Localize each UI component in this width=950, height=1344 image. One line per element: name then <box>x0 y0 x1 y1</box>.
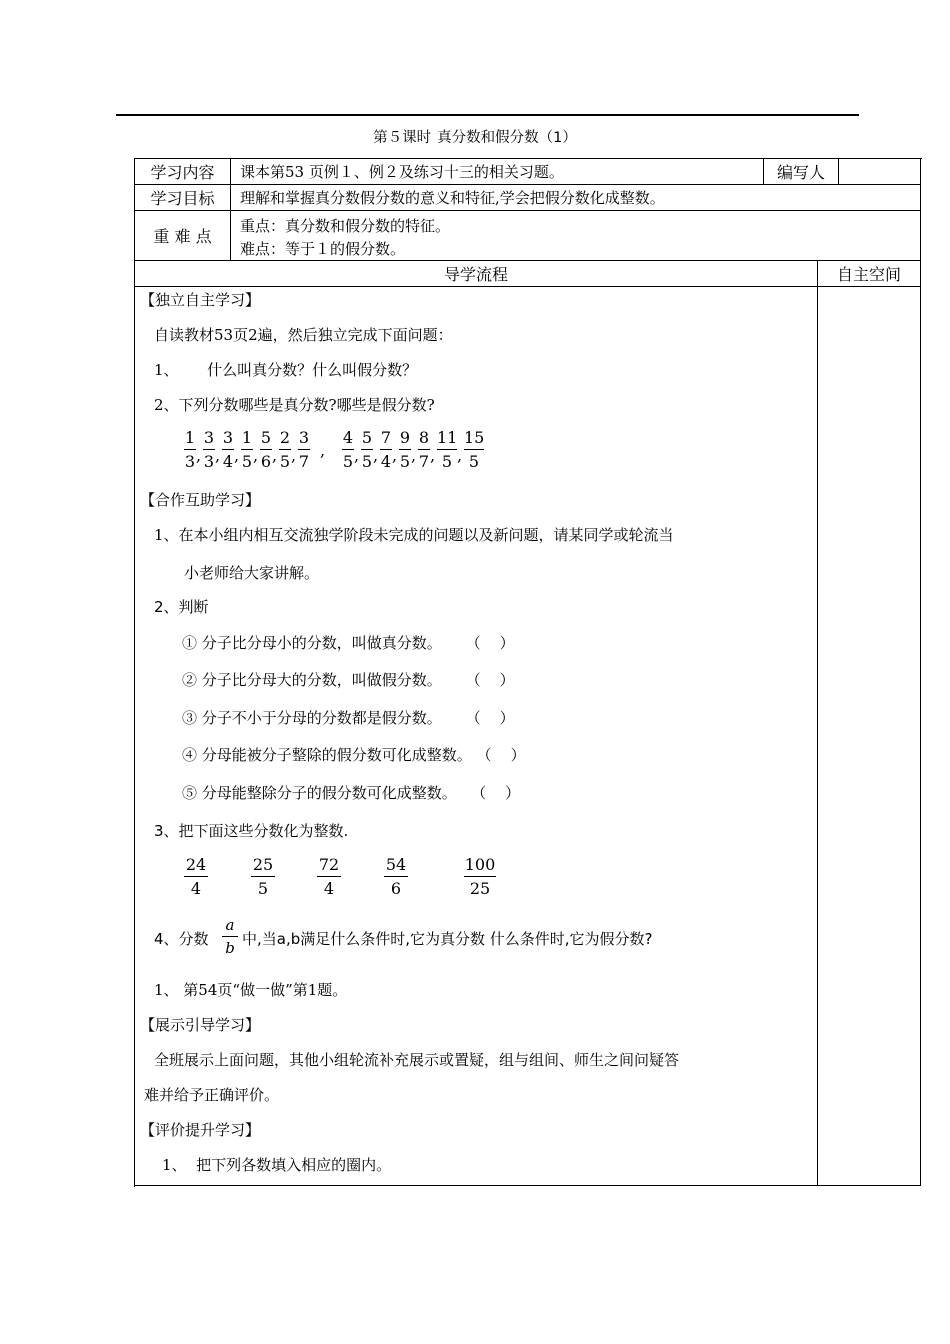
judge-item-1: ① 分子比分母小的分数，叫做真分数。 （ ） <box>182 634 515 652</box>
judge-item-3: ③ 分子不小于分母的分数都是假分数。 （ ） <box>182 709 515 727</box>
fraction-numerator: 5 <box>260 428 272 447</box>
cooperate-heading: 【合作互助学习】 <box>140 491 261 509</box>
fraction-a-over-b <box>222 916 238 957</box>
cooperate-item1-line1: 1、在本小组内相互交流独学阶段未完成的问题以及新问题，请某同学或轮流当 <box>154 526 674 544</box>
fraction-denominator: 5 <box>257 879 269 898</box>
cooperate-item2: 2、判断 <box>154 598 209 616</box>
lesson-title: 真分数和假分数（1） <box>437 130 577 146</box>
fraction-numerator: 3 <box>222 428 234 447</box>
fraction-denominator: 3 <box>184 452 196 471</box>
separator-comma: , <box>253 446 259 465</box>
separator-comma: , <box>354 446 360 465</box>
present-line1: 全班展示上面问题，其他小组轮流补充展示或置疑，组与组间、师生之间问疑答 <box>154 1051 680 1069</box>
judge-item-2: ② 分子比分母大的分数，叫做假分数。 （ ） <box>182 671 515 689</box>
lesson-number: 第５课时 <box>373 130 432 146</box>
fraction-a-2 <box>203 428 215 471</box>
separator-comma: , <box>373 446 379 465</box>
fraction-a-7 <box>298 428 310 471</box>
separator-comma: , <box>392 446 398 465</box>
fraction-numerator: a <box>225 916 235 934</box>
judge-item-5: ⑤ 分母能整除分子的假分数可化成整数。 （ ） <box>182 784 521 802</box>
fraction-denominator: 7 <box>418 452 430 471</box>
item4-prefix: 4、分数 <box>154 930 209 948</box>
convert-fraction-2 <box>251 855 275 898</box>
separator-comma: , <box>411 446 417 465</box>
self-study-heading: 【独立自主学习】 <box>140 291 261 309</box>
convert-fraction-4 <box>384 855 408 898</box>
difficult-point: 难点：等于１的假分数。 <box>240 240 406 258</box>
goal-text: 理解和掌握真分数假分数的意义和特征,学会把假分数化成整数。 <box>231 185 921 211</box>
fraction-b-5 <box>418 428 430 471</box>
fraction-denominator: 5 <box>399 452 411 471</box>
item4-suffix: 中,当a,b满足什么条件时,它为真分数 什么条件时,它为假分数? <box>242 930 653 948</box>
fraction-numerator: 15 <box>464 428 485 447</box>
fraction-numerator: 72 <box>318 855 340 874</box>
fraction-b-6 <box>437 428 457 471</box>
flow-label: 导学流程 <box>135 261 818 287</box>
separator-comma: , <box>196 446 202 465</box>
fraction-numerator: 1 <box>241 428 253 447</box>
fraction-denominator: 4 <box>190 879 202 898</box>
fraction-numerator: 24 <box>185 855 207 874</box>
fraction-denominator: 5 <box>279 452 291 471</box>
fraction-denominator: 6 <box>260 452 272 471</box>
evaluate-item1: 1、 把下列各数填入相应的圈内。 <box>162 1156 392 1174</box>
content-text: 课本第53 页例１、例２及练习十三的相关习题。 <box>231 159 764 185</box>
fraction-b-2 <box>361 428 373 471</box>
fraction-b-7 <box>464 428 484 471</box>
fraction-numerator: 100 <box>464 855 496 874</box>
key-points-cell <box>231 211 921 261</box>
fraction-denominator: 3 <box>203 452 215 471</box>
fraction-numerator: 3 <box>298 428 310 447</box>
convert-fraction-3 <box>317 855 341 898</box>
fraction-numerator: 3 <box>203 428 215 447</box>
evaluate-heading: 【评价提升学习】 <box>140 1121 261 1139</box>
cooperate-item3: 3、把下面这些分数化为整数. <box>154 822 349 840</box>
fraction-a-6 <box>279 428 291 471</box>
present-line2: 难并给予正确评价。 <box>144 1086 280 1104</box>
fraction-denominator: 7 <box>298 452 310 471</box>
separator-comma: , <box>215 446 221 465</box>
convert-fraction-1 <box>184 855 208 898</box>
page-title <box>0 126 950 147</box>
fraction-a-5 <box>260 428 272 471</box>
separator-comma: , <box>320 441 326 460</box>
self-study-q1: 1、 什么叫真分数？什么叫假分数？ <box>154 361 418 379</box>
self-study-q2: 2、下列分数哪些是真分数?哪些是假分数? <box>154 396 435 414</box>
fraction-a-1 <box>184 428 196 471</box>
fraction-a-4 <box>241 428 253 471</box>
space-label: 自主空间 <box>818 261 921 287</box>
cooperate-item4 <box>154 928 209 949</box>
fraction-denominator: 25 <box>469 879 491 898</box>
fraction-denominator: b <box>225 939 235 957</box>
judge-item-4: ④ 分母能被分子整除的假分数可化成整数。 （ ） <box>182 746 526 764</box>
author-label: 编写人 <box>764 159 839 185</box>
fraction-denominator: 5 <box>241 452 253 471</box>
fraction-b-3 <box>380 428 392 471</box>
fraction-denominator: 4 <box>222 452 234 471</box>
goal-label: 学习目标 <box>135 185 231 211</box>
key-label: 重 难 点 <box>135 211 231 261</box>
fraction-numerator: 54 <box>385 855 407 874</box>
separator-comma: , <box>234 446 240 465</box>
fraction-denominator: 5 <box>468 452 480 471</box>
fraction-denominator: 5 <box>441 452 453 471</box>
fraction-numerator: 9 <box>399 428 411 447</box>
fraction-numerator: 8 <box>418 428 430 447</box>
separator-comma: , <box>457 446 463 465</box>
self-study-intro: 自读教材53页2遍，然后独立完成下面问题： <box>154 326 453 344</box>
separator-comma: , <box>430 446 436 465</box>
fraction-denominator: 5 <box>361 452 373 471</box>
fraction-a-3 <box>222 428 234 471</box>
space-content-cell <box>818 287 921 1186</box>
present-heading: 【展示引导学习】 <box>140 1016 261 1034</box>
fraction-numerator: 1 <box>184 428 196 447</box>
top-rule <box>116 114 859 116</box>
fraction-numerator: 2 <box>279 428 291 447</box>
author-value <box>839 159 921 185</box>
separator-comma: , <box>291 446 297 465</box>
convert-fraction-5 <box>464 855 496 898</box>
fraction-b-1 <box>342 428 354 471</box>
fraction-denominator: 4 <box>323 879 335 898</box>
fraction-numerator: 11 <box>437 428 458 447</box>
fraction-numerator: 5 <box>361 428 373 447</box>
fraction-numerator: 25 <box>252 855 274 874</box>
fraction-numerator: 7 <box>380 428 392 447</box>
content-label: 学习内容 <box>135 159 231 185</box>
key-point: 重点：真分数和假分数的特征。 <box>240 217 451 235</box>
fraction-numerator: 4 <box>342 428 354 447</box>
fraction-denominator: 4 <box>380 452 392 471</box>
cooperate-item1-line2: 小老师给大家讲解。 <box>184 564 320 582</box>
fraction-b-4 <box>399 428 411 471</box>
fraction-denominator: 5 <box>342 452 354 471</box>
separator-comma: , <box>272 446 278 465</box>
practice-item: 1、 第54页“做一做”第1题。 <box>154 981 348 999</box>
fraction-denominator: 6 <box>390 879 402 898</box>
